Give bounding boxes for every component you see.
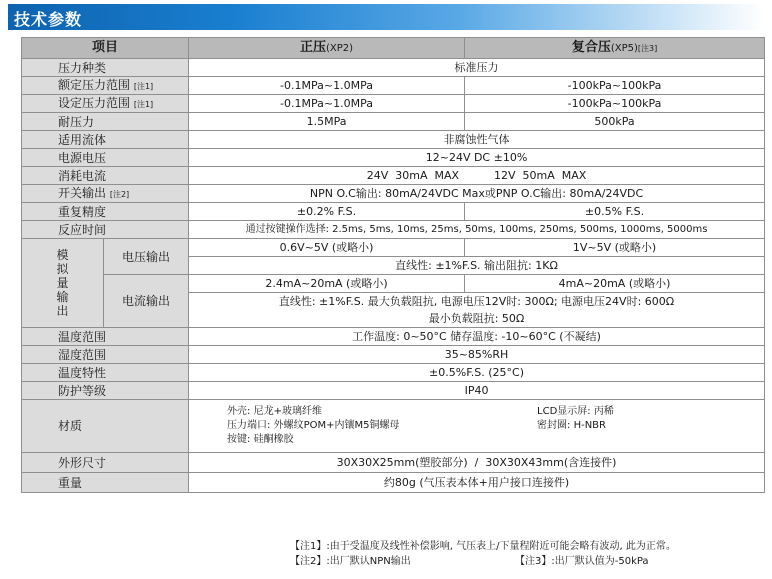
row-value-col2: ±0.5% F.S.	[465, 203, 765, 221]
footnotes	[290, 539, 770, 569]
row-value: IP40	[189, 382, 765, 400]
row-value: 最小负载阻抗: 50Ω	[189, 310, 765, 328]
footnote-2: 【注2】:出厂默认NPN输出	[290, 556, 411, 567]
row-value: ±0.5%F.S. (25°C)	[189, 364, 765, 382]
row-value: 标准压力	[189, 59, 765, 77]
row-value-col2: 500kPa	[465, 113, 765, 131]
row-label: 消耗电流	[22, 167, 189, 185]
row-label: 温度范围	[22, 328, 189, 346]
row-label: 外形尺寸	[22, 453, 189, 473]
page-title: 技术参数	[14, 10, 83, 29]
table-row-repeat	[22, 203, 765, 221]
title-bar-background	[8, 4, 764, 30]
row-value-col1: -0.1MPa~1.0MPa	[189, 77, 465, 95]
row-label: 重复精度	[22, 203, 189, 221]
current-output-label: 电流输出	[104, 275, 189, 328]
footnote-3: 【注3】:出厂默认值为-50kPa	[515, 556, 649, 567]
row-label: 额定压力范围 [注1]	[22, 77, 189, 95]
table-row-material	[22, 400, 765, 453]
table-row-switch	[22, 185, 765, 203]
spec-table	[21, 37, 765, 493]
row-value: 24V 30mA MAX 12V 50mA MAX	[189, 167, 765, 185]
row-value-col1: -0.1MPa~1.0MPa	[189, 95, 465, 113]
row-value: 直线性: ±1%F.S. 输出阻抗: 1KΩ	[189, 257, 765, 275]
table-row-voltage	[22, 149, 765, 167]
table-row-size	[22, 453, 765, 473]
row-value-col2: -100kPa~100kPa	[465, 77, 765, 95]
row-label: 耐压力	[22, 113, 189, 131]
table-row-analog-voltage	[22, 239, 765, 257]
row-value-col1: 2.4mA~20mA (或略小)	[189, 275, 465, 293]
row-label: 材质	[22, 400, 189, 453]
row-label: 温度特性	[22, 364, 189, 382]
footnote-1: 【注1】:由于受温度及线性补偿影响, 气压表上/下量程附近可能会略有波动, 此为正常。	[290, 541, 676, 552]
row-value: 12~24V DC ±10%	[189, 149, 765, 167]
row-label: 适用流体	[22, 131, 189, 149]
row-value	[189, 400, 765, 453]
row-value-col1: 0.6V~5V (或略小)	[189, 239, 465, 257]
row-label: 电源电压	[22, 149, 189, 167]
table-row-temp-range	[22, 328, 765, 346]
table-row-weight	[22, 473, 765, 493]
header-col2: 复合压(XP5)[注3]	[465, 38, 765, 59]
row-value: 工作温度: 0~50°C 储存温度: -10~60°C (不凝结)	[189, 328, 765, 346]
table-row-protection	[22, 382, 765, 400]
row-value-col2: 4mA~20mA (或略小)	[465, 275, 765, 293]
row-label: 重量	[22, 473, 189, 493]
table-row-set-range	[22, 95, 765, 113]
table-row-humidity	[22, 346, 765, 364]
row-value-col1: 1.5MPa	[189, 113, 465, 131]
header-col1: 正压(XP2)	[189, 38, 465, 59]
title-bar	[0, 0, 772, 31]
table-row-proof	[22, 113, 765, 131]
table-row-current	[22, 167, 765, 185]
table-row-temp-char	[22, 364, 765, 382]
row-value: 约80g (气压表本体+用户接口连接件)	[189, 473, 765, 493]
table-row-pressure-type	[22, 59, 765, 77]
row-value: 通过按键操作选择: 2.5ms, 5ms, 10ms, 25ms, 50ms, 100ms, 250ms, 500ms, 1000ms, 5000ms	[189, 221, 765, 239]
row-label: 压力种类	[22, 59, 189, 77]
row-label: 反应时间	[22, 221, 189, 239]
footnote-row-2	[290, 554, 770, 569]
table-header-row	[22, 38, 765, 59]
header-item: 项目	[22, 38, 189, 59]
table-row-response	[22, 221, 765, 239]
material-list-left: 外壳: 尼龙+玻璃纤维 压力端口: 外螺纹POM+内镶M5铜螺母 按键: 硅酮橡胶	[227, 406, 400, 445]
row-value-col2: -100kPa~100kPa	[465, 95, 765, 113]
material-list-right: LCD显示屏: 丙稀 密封圈: H-NBR	[537, 406, 614, 431]
analog-output-label: 模 拟 量 输 出	[22, 239, 104, 328]
row-value-col1: ±0.2% F.S.	[189, 203, 465, 221]
row-label: 开关输出 [注2]	[22, 185, 189, 203]
row-value: 35~85%RH	[189, 346, 765, 364]
row-value: NPN O.C输出: 80mA/24VDC Max或PNP O.C输出: 80mA/24VDC	[189, 185, 765, 203]
row-label: 防护等级	[22, 382, 189, 400]
row-value: 直线性: ±1%F.S. 最大负载阻抗, 电源电压12V时: 300Ω; 电源电压24V时: 600Ω	[189, 293, 765, 311]
row-value: 30X30X25mm(塑胶部分) / 30X30X43mm(含连接件)	[189, 453, 765, 473]
voltage-output-label: 电压输出	[104, 239, 189, 275]
row-label: 设定压力范围 [注1]	[22, 95, 189, 113]
table-row-rated-range	[22, 77, 765, 95]
row-value-col2: 1V~5V (或略小)	[465, 239, 765, 257]
table-row-analog-current	[22, 275, 765, 293]
row-label: 湿度范围	[22, 346, 189, 364]
table-row-fluid	[22, 131, 765, 149]
row-value: 非腐蚀性气体	[189, 131, 765, 149]
